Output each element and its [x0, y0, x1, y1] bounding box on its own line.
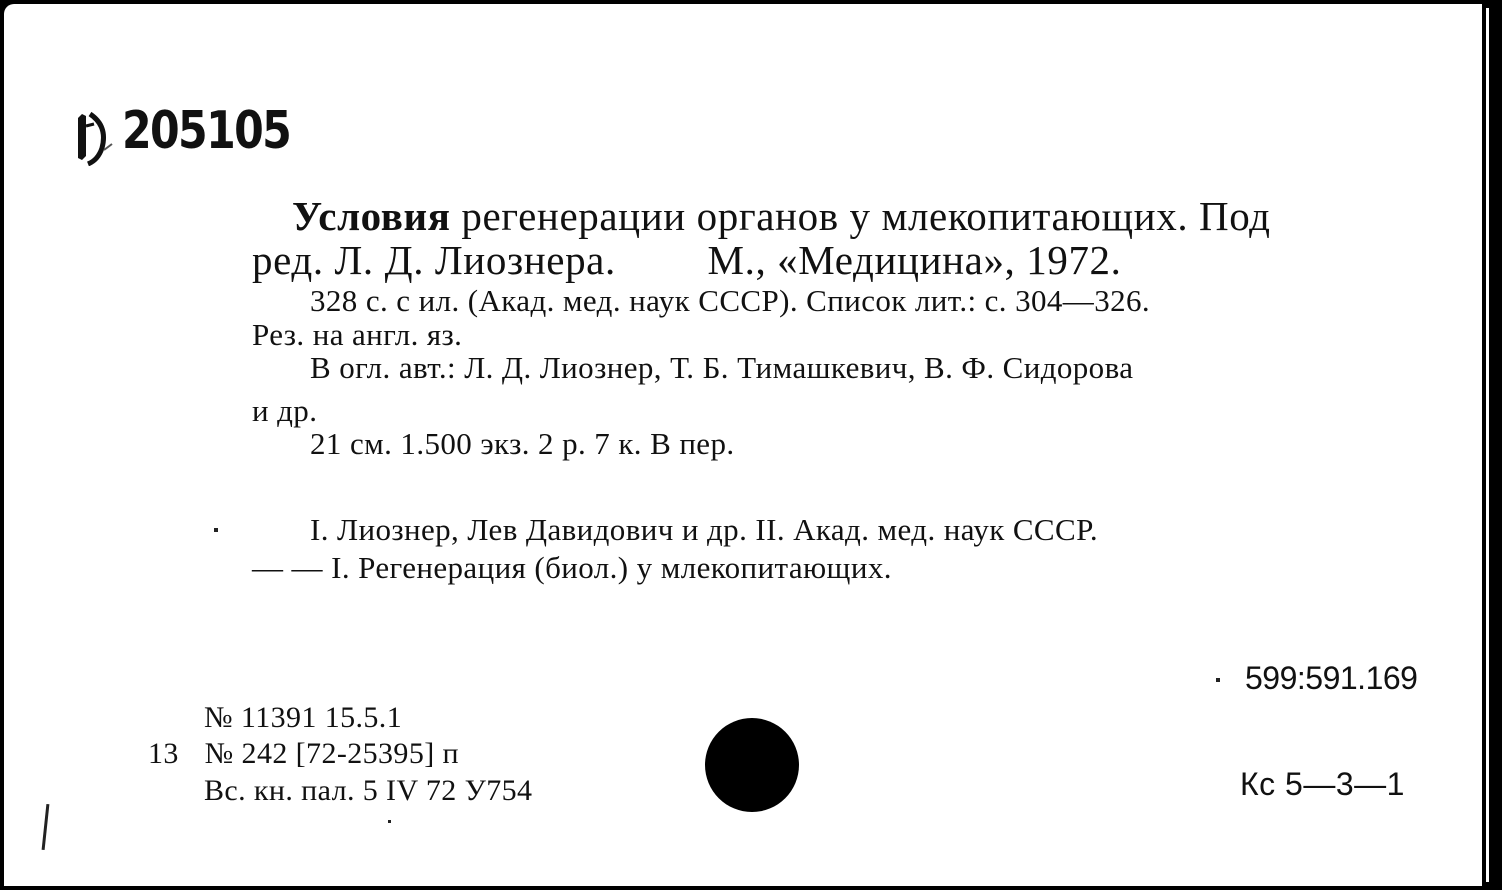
imprint-line-1: № 11391 15.5.1	[204, 701, 403, 734]
catalog-card	[4, 4, 1482, 886]
title-heading-word: Условия	[292, 193, 451, 239]
scan-speck	[1216, 678, 1220, 682]
imprint-number: 13	[148, 737, 179, 770]
card-edge-line	[1486, 8, 1489, 882]
stamp-mark-icon	[68, 96, 118, 166]
tracing-line-1: I. Лиознер, Лев Давидович и др. II. Акад. мед. наук СССР.	[310, 512, 1099, 547]
card-edge	[1482, 0, 1502, 890]
ks-code: Кс 5—3—1	[1240, 766, 1405, 802]
authors-line-2: и др.	[252, 393, 318, 428]
authors-line-1: В огл. авт.: Л. Д. Лиознер, Т. Б. Тимашкевич, В. Ф. Сидорова	[310, 350, 1134, 385]
title-text: регенерации органов у млекопитающих. Под	[450, 193, 1271, 239]
scan-speck	[214, 528, 218, 532]
imprint-order: № 242 [72-25395] п	[204, 737, 459, 770]
inventory-number: 205105	[122, 101, 291, 161]
summary-line: Рез. на англ. яз.	[252, 317, 463, 352]
title-line-2	[252, 236, 1122, 284]
udc-code: 599:591.169	[1245, 660, 1418, 696]
inventory-stamp	[68, 96, 327, 166]
publisher-text: М., «Медицина», 1972.	[707, 237, 1122, 283]
format-line: 21 см. 1.500 экз. 2 р. 7 к. В пер.	[310, 426, 735, 461]
editor-text: ред. Л. Д. Лиознера.	[252, 237, 616, 283]
imprint-line-2	[148, 737, 459, 771]
scan-mark	[42, 804, 50, 850]
imprint-line-3: Вс. кн. пал. 5 IV 72 У754	[204, 774, 533, 807]
pages-line: 328 с. с ил. (Акад. мед. наук СССР). Список лит.: с. 304—326.	[310, 283, 1151, 318]
tracing-line-2: — — I. Регенерация (биол.) у млекопитающих.	[252, 550, 892, 585]
scan-speck	[388, 820, 391, 823]
punch-dot-icon	[705, 718, 799, 812]
title-line-1	[292, 192, 1271, 240]
